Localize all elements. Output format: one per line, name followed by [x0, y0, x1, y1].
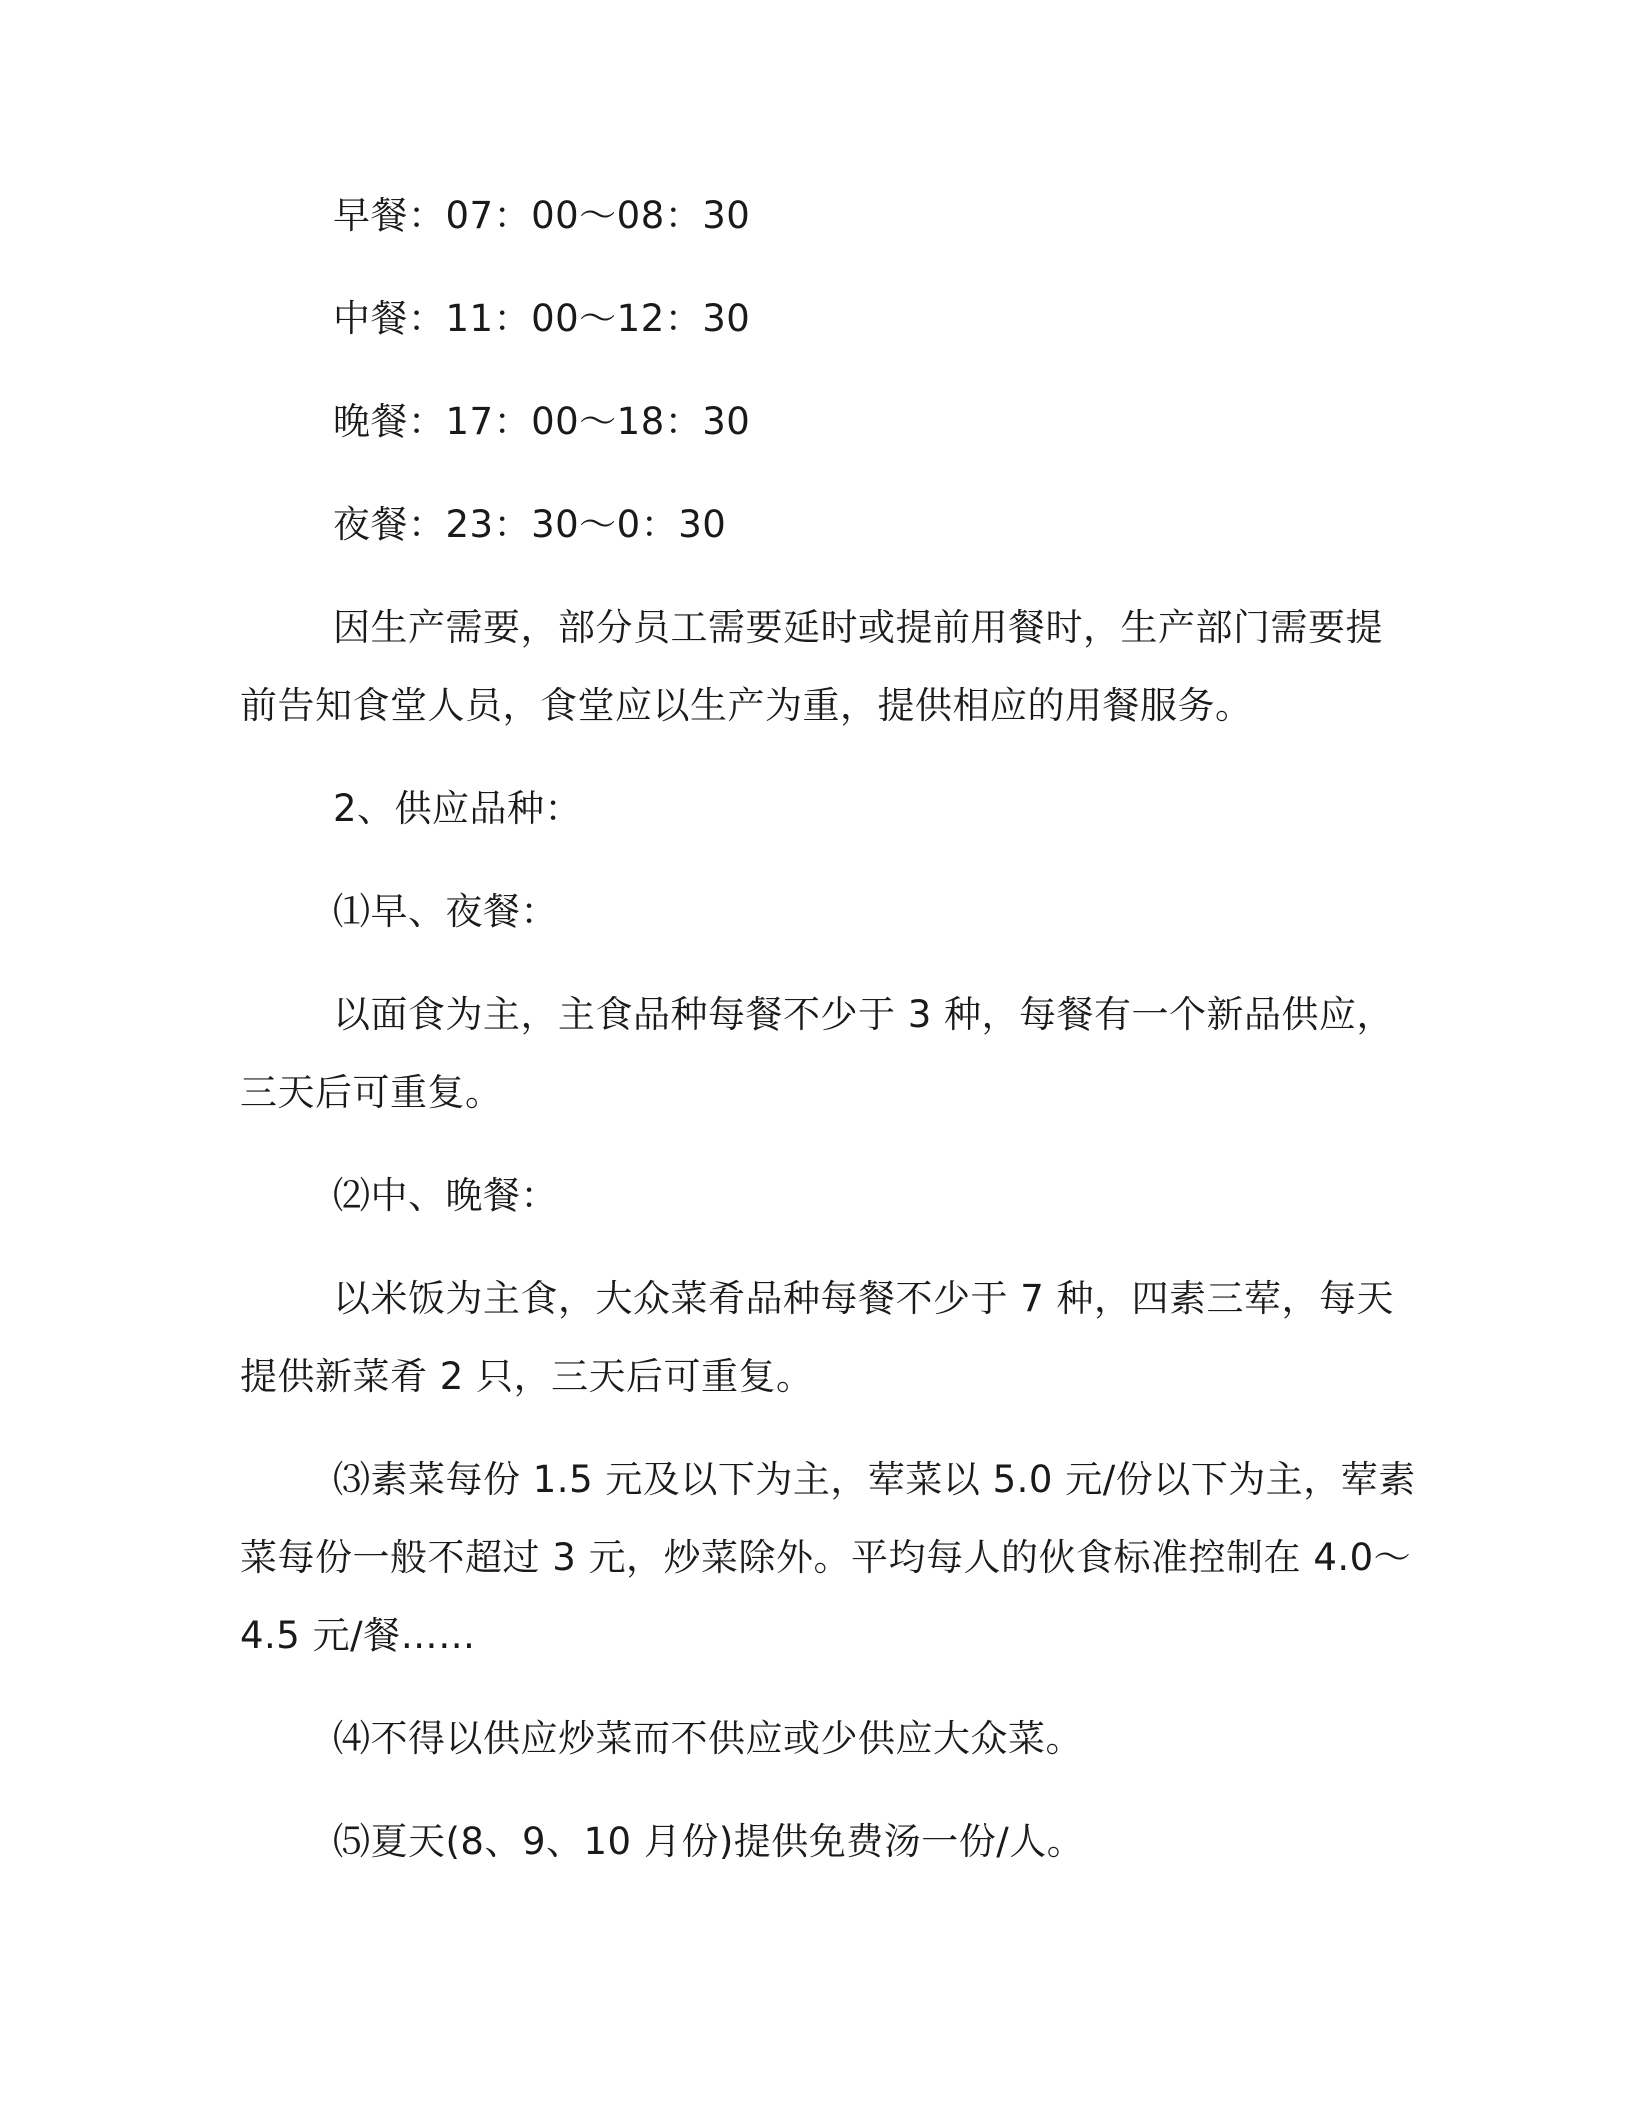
production-paragraph-line-2: 前告知食堂人员，食堂应以生产为重，提供相应的用餐服务。	[240, 684, 1253, 727]
item-1-body-line-2: 三天后可重复。	[240, 1071, 503, 1114]
item-3-line-1: ⑶素菜每份 1.5 元及以下为主，荤菜以 5.0 元/份以下为主，荤素	[333, 1458, 1416, 1501]
meal-time-dinner: 晚餐：17：00～18：30	[333, 400, 751, 443]
item-4: ⑷不得以供应炒菜而不供应或少供应大众菜。	[333, 1717, 1083, 1760]
item-5: ⑸夏天(8、9、10 月份)提供免费汤一份/人。	[333, 1820, 1085, 1863]
meal-time-night: 夜餐：23：30～0：30	[333, 503, 727, 546]
item-1-heading: ⑴早、夜餐：	[333, 890, 558, 933]
meal-time-lunch: 中餐：11：00～12：30	[333, 297, 751, 340]
item-2-body-line-2: 提供新菜肴 2 只，三天后可重复。	[240, 1355, 814, 1398]
item-3-line-3: 4.5 元/餐……	[240, 1614, 476, 1657]
production-paragraph-line-1: 因生产需要，部分员工需要延时或提前用餐时，生产部门需要提	[333, 606, 1383, 649]
item-2-heading: ⑵中、晚餐：	[333, 1174, 558, 1217]
meal-time-breakfast: 早餐：07：00～08：30	[333, 194, 751, 237]
section-heading-supply-variety: 2、供应品种：	[333, 787, 583, 830]
item-2-body-line-1: 以米饭为主食，大众菜肴品种每餐不少于 7 种，四素三荤，每天	[333, 1277, 1395, 1320]
item-3-line-2: 菜每份一般不超过 3 元，炒菜除外。平均每人的伙食标准控制在 4.0～	[240, 1536, 1412, 1579]
item-1-body-line-1: 以面食为主，主食品种每餐不少于 3 种，每餐有一个新品供应，	[333, 993, 1395, 1036]
